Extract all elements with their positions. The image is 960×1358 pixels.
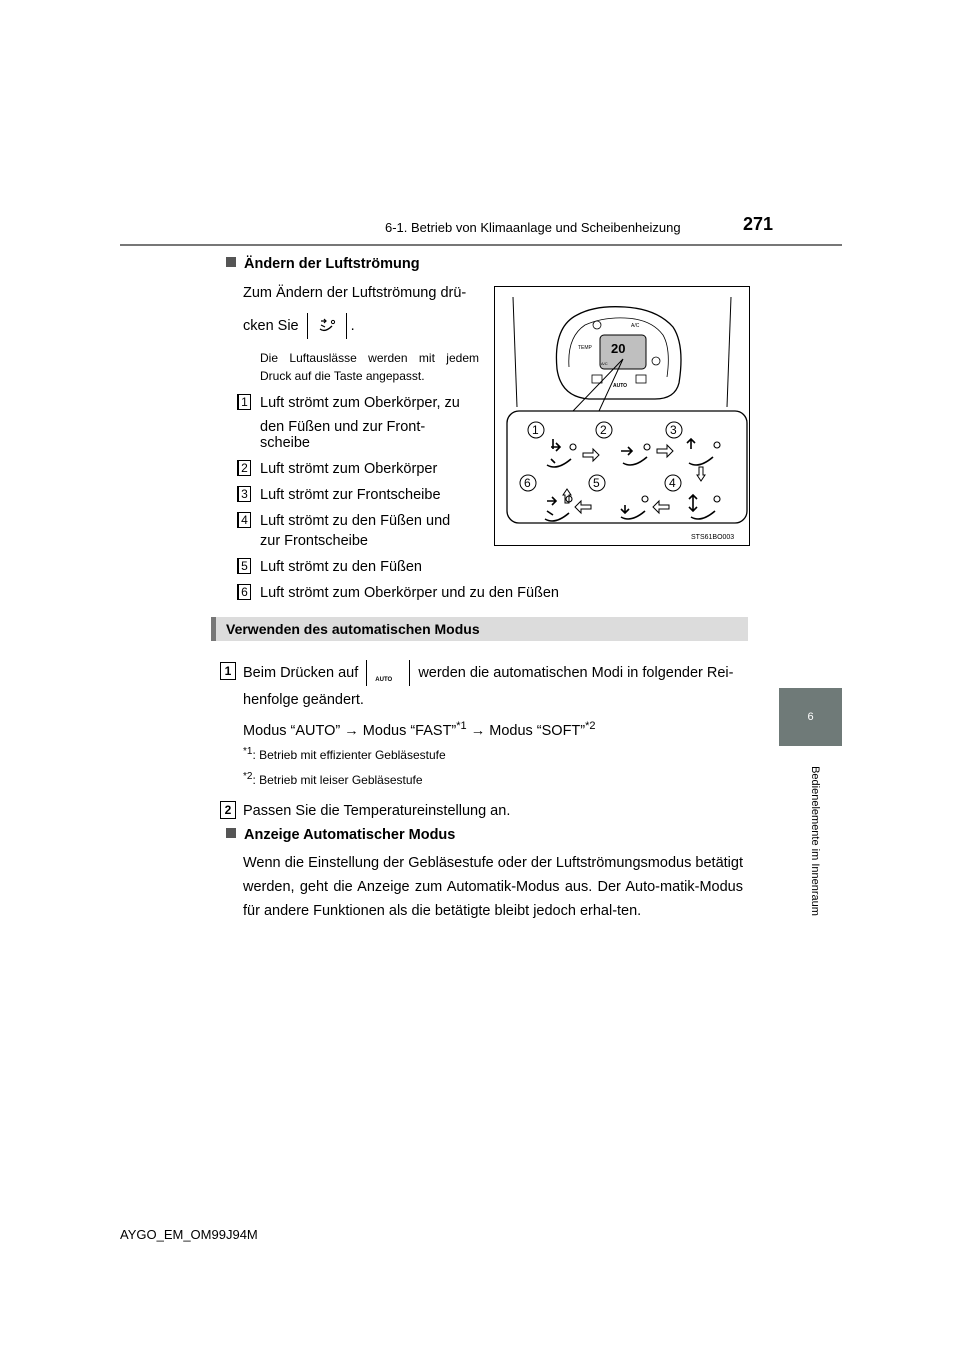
section-heading: Ändern der Luftströmung (226, 256, 420, 272)
figure-code: STS61BO003 (691, 534, 735, 541)
chapter-side-label: Bedienelemente im Innenraum (809, 766, 821, 916)
display-temp: 20 (611, 341, 626, 356)
step-number-2: 2 (220, 801, 236, 819)
mode-sequence: Modus “AUTO” → Modus “FAST”$^{*1}$ → Modus “SOFT”$^{*2}$ (243, 720, 596, 739)
list-item-6: Luft strömt zum Oberkörper und zu den Füßen (260, 585, 559, 601)
footnote-1: $^{*1}$: Betrieb mit effizienter Gebläsestufe (243, 746, 446, 762)
list-item-4-line1: Luft strömt zu den Füßen und (260, 513, 451, 529)
header-rule (120, 244, 842, 246)
list-item-4-line2: zur Frontscheibe (260, 533, 368, 549)
note-text: Die Luftauslässe werden mit jedem Druck auf die Taste angepasst. (260, 351, 479, 383)
auto-label: AUTO (613, 383, 628, 389)
airflow-illustration (494, 286, 750, 546)
list-number-6: 6 (237, 584, 251, 600)
list-number-1: 1 (237, 394, 251, 410)
list-item-1-line2: den Füßen und zur Front- (260, 419, 426, 435)
list-item-1-line3: scheibe (260, 435, 310, 451)
auto-mode-paragraph: Wenn die Einstellung der Gebläsestufe oder der Luftströmungsmodus betätigt werden, geht die Anzeige zum Automatik-Modus aus. Der Auto-matik-Modus für andere Funktionen als die betätigte bleibt jedoch erhal-ten. (243, 855, 743, 919)
document-code: AYGO_EM_OM99J94M (120, 1227, 258, 1242)
airflow-button-icon (307, 313, 347, 339)
list-number-2: 2 (237, 460, 251, 476)
list-number-3: 3 (237, 486, 251, 502)
temp-label: TEMP (578, 345, 592, 351)
intro-line1: Zum Ändern der Luftströmung drü- (243, 285, 467, 301)
callout-6: 6 (524, 476, 531, 490)
ac-label-display: A/C (601, 361, 608, 366)
climate-panel-drawing (495, 287, 749, 545)
footnote-2: $^{*2}$: Betrieb mit leiser Gebläsestufe (243, 771, 423, 787)
callout-4: 4 (669, 476, 676, 490)
step1-line2: henfolge geändert. (243, 692, 364, 708)
chapter-number: 6 (807, 711, 814, 723)
step1-line1: Beim Drücken auf AUTO werden die automatischen Modi in folgender Rei- (243, 660, 733, 686)
list-number-4: 4 (237, 512, 251, 528)
sub-heading: Anzeige Automatischer Modus (226, 827, 455, 843)
chapter-tab (779, 688, 842, 746)
intro-line2: cken Sie . (243, 313, 355, 339)
step2-text: Passen Sie die Temperatureinstellung an. (243, 803, 511, 819)
page-number: 271 (743, 214, 774, 234)
callout-5: 5 (593, 476, 600, 490)
callout-3: 3 (670, 423, 677, 437)
list-item-3: Luft strömt zur Frontscheibe (260, 487, 441, 503)
list-item-2: Luft strömt zum Oberkörper (260, 461, 438, 477)
step-number-1: 1 (220, 662, 236, 680)
bullet-square-icon (226, 257, 236, 267)
section-bar: Verwenden des automatischen Modus (211, 617, 748, 641)
section-title: 6-1. Betrieb von Klimaanlage und Scheibenheizung (385, 220, 681, 235)
bullet-square-icon (226, 828, 236, 838)
list-number-5: 5 (237, 558, 251, 574)
list-item-1-line1: Luft strömt zum Oberkörper, zu (260, 395, 460, 411)
callout-1: 1 (532, 423, 539, 437)
ac-label-top: A/C (631, 323, 640, 329)
auto-button-icon: AUTO (366, 660, 410, 686)
list-item-5: Luft strömt zu den Füßen (260, 559, 422, 575)
callout-2: 2 (600, 423, 607, 437)
